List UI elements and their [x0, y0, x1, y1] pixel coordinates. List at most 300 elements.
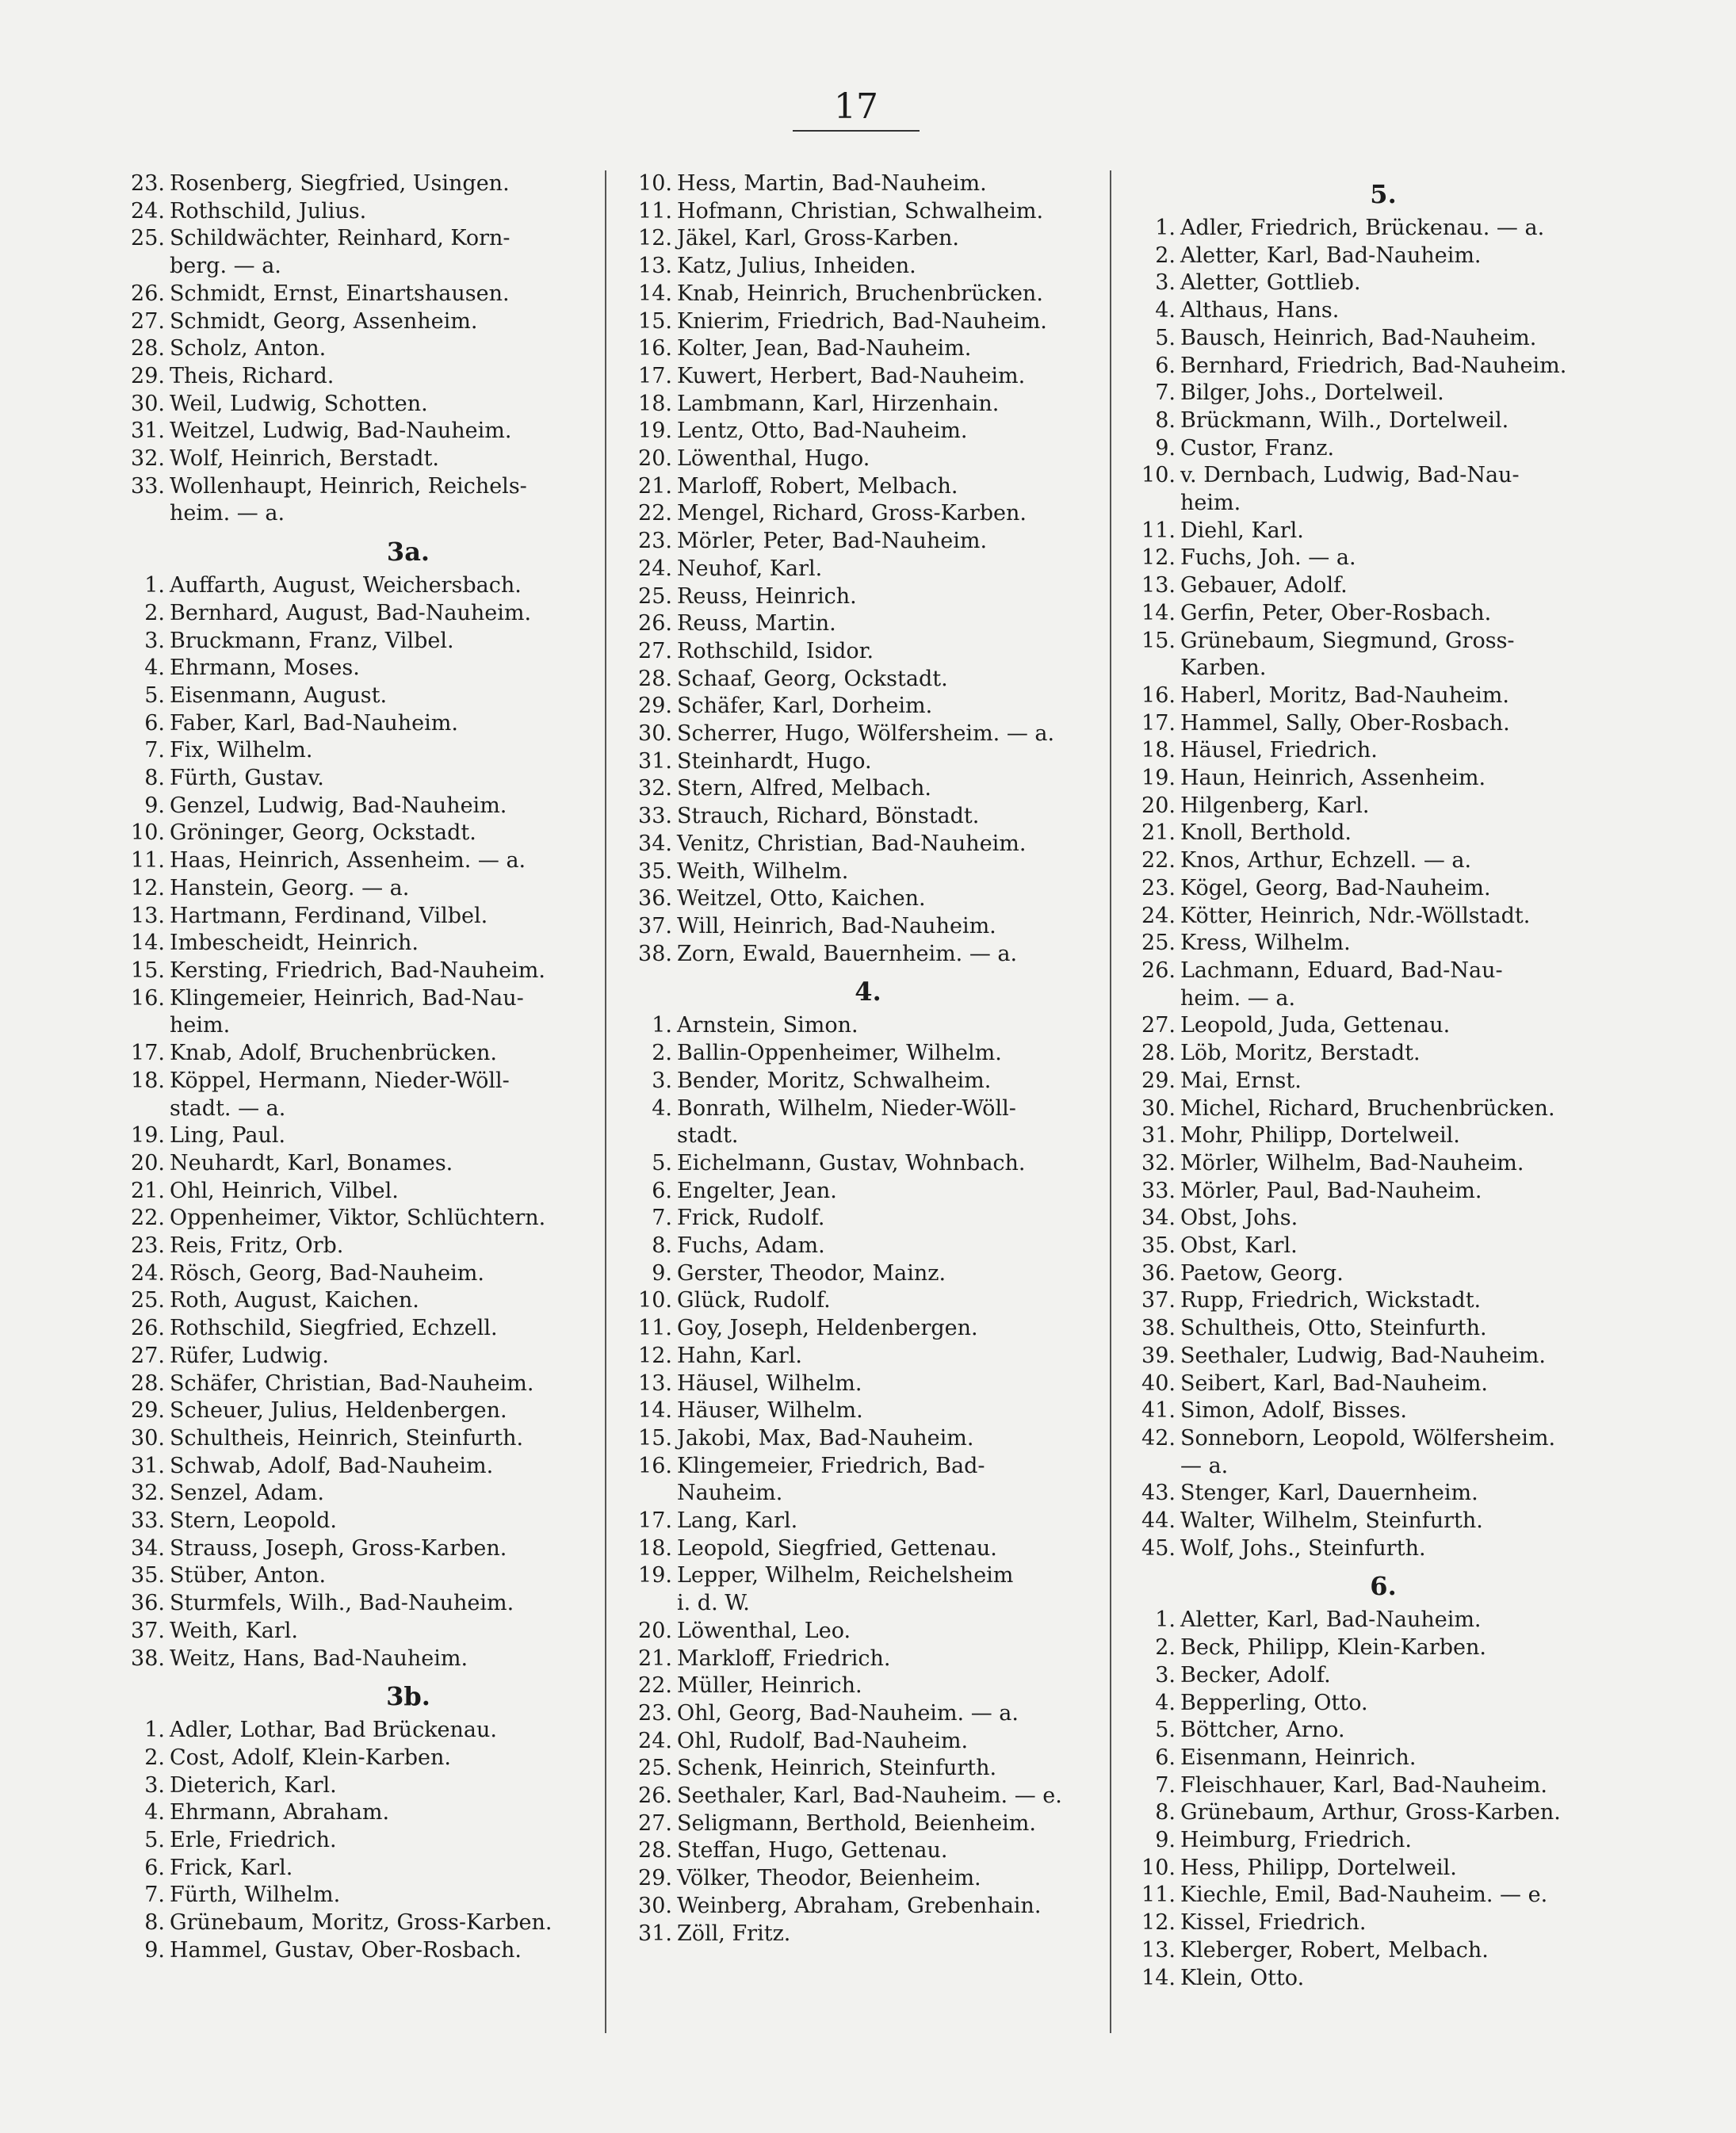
entry-number: 29.	[131, 1398, 165, 1424]
list-entry	[1130, 1909, 1605, 1937]
entry-text: Scheuer, Julius, Heldenbergen.	[170, 1398, 507, 1424]
entry-text: Arnstein, Simon.	[677, 1013, 858, 1038]
entry-number: 11.	[1141, 1883, 1176, 1908]
list-entry	[1130, 1425, 1605, 1453]
list-entry	[119, 847, 595, 875]
entry-text: Reuss, Martin.	[677, 611, 836, 636]
entry-text: Hanstein, Georg. — a.	[170, 875, 410, 900]
list-entry	[119, 1095, 595, 1123]
entry-number: 40.	[1141, 1370, 1176, 1396]
entry-number: 10.	[1141, 463, 1176, 488]
entry-number: 7.	[144, 1883, 165, 1908]
list-entry	[1130, 1068, 1605, 1095]
entry-text: Kuwert, Herbert, Bad-Nauheim.	[677, 363, 1026, 388]
entry-text: Scholz, Anton.	[170, 336, 327, 361]
list-entry	[1130, 215, 1605, 243]
entry-text: Löwenthal, Leo.	[677, 1618, 851, 1643]
entry-number: 21.	[1141, 820, 1176, 846]
entry-number: 4.	[144, 1800, 165, 1825]
entry-number: 35.	[1141, 1233, 1176, 1259]
entry-text: Eichelmann, Gustav, Wohnbach.	[677, 1150, 1026, 1175]
list-entry	[119, 572, 595, 600]
entry-number: 6.	[144, 710, 165, 736]
entry-number: 13.	[638, 254, 672, 279]
entry-number: 6.	[144, 1855, 165, 1880]
entry-number: 29.	[638, 694, 672, 719]
entry-number: 10.	[131, 820, 165, 846]
list-entry	[119, 1562, 595, 1590]
list-entry	[1130, 353, 1605, 380]
list-entry	[119, 1287, 595, 1315]
entry-text: Aletter, Gottlieb.	[1180, 270, 1361, 296]
list-entry	[119, 1315, 595, 1343]
entry-text: Haberl, Moritz, Bad-Nauheim.	[1180, 682, 1509, 708]
entry-text: Seibert, Karl, Bad-Nauheim.	[1180, 1370, 1488, 1396]
entry-number: 18.	[131, 1068, 165, 1093]
entry-number: 19.	[638, 1563, 672, 1588]
list-entry	[626, 473, 1094, 501]
entry-text: Bonrath, Wilhelm, Nieder-Wöll-	[677, 1095, 1016, 1121]
list-entry	[626, 225, 1094, 253]
entry-number: 2.	[652, 1041, 672, 1066]
list-entry	[1130, 1012, 1605, 1040]
list-entry	[1130, 1370, 1605, 1398]
list-entry	[119, 1855, 595, 1883]
entry-number: 27.	[131, 308, 165, 334]
entry-text: Fürth, Gustav.	[170, 766, 324, 791]
list-entry	[119, 1122, 595, 1150]
entry-text: Neuhof, Karl.	[677, 556, 823, 581]
entry-number: 6.	[1155, 353, 1176, 378]
list-entry	[626, 803, 1094, 831]
entry-text: Schenk, Heinrich, Steinfurth.	[677, 1756, 997, 1781]
entry-text: Kolter, Jean, Bad-Nauheim.	[677, 336, 972, 361]
entry-number: 33.	[131, 1508, 165, 1534]
entry-number: 20.	[638, 1618, 672, 1643]
list-entry	[1130, 462, 1605, 490]
entry-text: Neuhardt, Karl, Bonames.	[170, 1150, 453, 1175]
entry-text: Stern, Leopold.	[170, 1508, 337, 1534]
entry-number: 38.	[1141, 1316, 1176, 1341]
entry-number: 10.	[638, 1288, 672, 1313]
list-entry	[119, 1012, 595, 1040]
list-entry	[626, 666, 1094, 694]
list-entry	[119, 1453, 595, 1481]
list-entry	[1130, 1095, 1605, 1123]
entry-text: Erle, Friedrich.	[170, 1828, 337, 1853]
list-entry	[626, 1893, 1094, 1921]
entry-text: Gebauer, Adolf.	[1180, 573, 1348, 598]
entry-text: Schwab, Adolf, Bad-Nauheim.	[170, 1453, 494, 1478]
entry-number: 29.	[131, 363, 165, 388]
list-entry	[1130, 1397, 1605, 1425]
entry-text: stadt. — a.	[170, 1095, 286, 1121]
entry-text: Ohl, Heinrich, Vilbel.	[170, 1178, 399, 1203]
entry-text: Bilger, Johs., Dortelweil.	[1180, 380, 1444, 406]
entry-number: 39.	[1141, 1343, 1176, 1368]
entry-number: 34.	[638, 831, 672, 856]
entry-number: 28.	[638, 1838, 672, 1864]
entry-text: Fürth, Wilhelm.	[170, 1883, 341, 1908]
entry-text: Custor, Franz.	[1180, 435, 1335, 461]
entry-text: Wollenhaupt, Heinrich, Reichels-	[170, 473, 527, 499]
list-entry	[626, 1397, 1094, 1425]
list-entry	[626, 610, 1094, 638]
list-entry	[626, 445, 1094, 473]
list-entry	[119, 308, 595, 336]
list-entry	[626, 1810, 1094, 1838]
list-entry	[1130, 930, 1605, 958]
entry-text: Senzel, Adam.	[170, 1481, 324, 1506]
entry-number: 36.	[1141, 1260, 1176, 1286]
list-entry	[1130, 1965, 1605, 1993]
entry-number: 28.	[1141, 1041, 1176, 1066]
entry-number: 30.	[1141, 1095, 1176, 1121]
list-entry	[119, 1745, 595, 1772]
entry-number: 26.	[638, 611, 672, 636]
list-entry	[626, 281, 1094, 308]
entry-text: Grünebaum, Arthur, Gross-Karben.	[1180, 1800, 1561, 1825]
entry-text: Kissel, Friedrich.	[1180, 1910, 1367, 1936]
entry-number: 12.	[638, 226, 672, 251]
entry-text: Eisenmann, August.	[170, 682, 388, 708]
entry-text: Engelter, Jean.	[677, 1178, 837, 1203]
entry-text: Zöll, Fritz.	[677, 1921, 791, 1946]
entry-number: 14.	[638, 281, 672, 306]
entry-number: 12.	[131, 875, 165, 900]
section-heading: 5.	[1370, 179, 1397, 209]
entry-number: 8.	[144, 1910, 165, 1936]
list-entry	[1130, 297, 1605, 325]
entry-text: Haun, Heinrich, Assenheim.	[1180, 766, 1486, 791]
list-entry	[119, 363, 595, 391]
entry-text: Völker, Theodor, Beienheim.	[677, 1866, 981, 1891]
entry-text: Rüfer, Ludwig.	[170, 1343, 330, 1368]
entry-number: 30.	[638, 1893, 672, 1918]
entry-number: 22.	[638, 1673, 672, 1699]
entry-number: 15.	[1141, 628, 1176, 653]
entry-number: 7.	[652, 1206, 672, 1231]
entry-number: 25.	[638, 1756, 672, 1781]
list-entry	[1130, 1205, 1605, 1233]
entry-text: Gröninger, Georg, Ockstadt.	[170, 820, 476, 846]
entry-number: 22.	[638, 501, 672, 526]
entry-text: Müller, Heinrich.	[677, 1673, 862, 1699]
entry-text: Beck, Philipp, Klein-Karben.	[1180, 1635, 1487, 1661]
entry-number: 6.	[1155, 1745, 1176, 1770]
entry-number: 12.	[638, 1343, 672, 1368]
list-entry	[626, 1783, 1094, 1810]
entry-number: 41.	[1141, 1398, 1176, 1424]
list-entry	[119, 1425, 595, 1453]
entry-number: 26.	[638, 1783, 672, 1809]
list-entry	[1130, 1453, 1605, 1481]
entry-number: 20.	[131, 1150, 165, 1175]
entry-text: Oppenheimer, Viktor, Schlüchtern.	[170, 1206, 546, 1231]
entry-text: Kersting, Friedrich, Bad-Nauheim.	[170, 958, 545, 983]
list-entry	[1130, 490, 1605, 518]
list-entry	[1130, 1315, 1605, 1343]
entry-number: 45.	[1141, 1535, 1176, 1561]
list-entry	[1130, 1122, 1605, 1150]
list-entry	[119, 1772, 595, 1800]
list-entry	[626, 1343, 1094, 1370]
entry-number: 9.	[144, 793, 165, 818]
entry-text: Häuser, Wilhelm.	[677, 1398, 863, 1424]
entry-text: Cost, Adolf, Klein-Karben.	[170, 1745, 451, 1770]
list-entry	[1130, 628, 1605, 656]
list-entry	[119, 391, 595, 419]
entry-number: 16.	[1141, 682, 1176, 708]
list-entry	[1130, 380, 1605, 407]
list-entry	[119, 820, 595, 847]
list-entry	[626, 721, 1094, 748]
entry-number: 25.	[1141, 931, 1176, 956]
list-entry	[626, 1068, 1094, 1095]
entry-number: 24.	[638, 556, 672, 581]
list-entry	[626, 1178, 1094, 1206]
entry-number: 24.	[638, 1728, 672, 1753]
list-entry	[119, 1178, 595, 1206]
entry-number: 22.	[131, 1206, 165, 1231]
entry-text: Faber, Karl, Bad-Nauheim.	[170, 710, 458, 736]
entry-text: Weitzel, Otto, Kaichen.	[677, 886, 926, 912]
entry-text: Zorn, Ewald, Bauernheim. — a.	[677, 941, 1018, 966]
entry-text: Schaaf, Georg, Ockstadt.	[677, 666, 948, 691]
entry-number: 5.	[144, 1828, 165, 1853]
entry-text: Rupp, Friedrich, Wickstadt.	[1180, 1288, 1482, 1313]
list-entry	[1130, 1233, 1605, 1260]
entry-text: Adler, Friedrich, Brückenau. — a.	[1180, 216, 1545, 240]
entry-text: Bernhard, Friedrich, Bad-Nauheim.	[1180, 353, 1567, 378]
list-entry	[119, 1909, 595, 1937]
entry-number: 13.	[1141, 573, 1176, 598]
list-entry	[119, 682, 595, 710]
list-entry	[626, 1535, 1094, 1563]
entry-text: stadt.	[677, 1123, 739, 1149]
entry-text: Kögel, Georg, Bad-Nauheim.	[1180, 875, 1491, 900]
entry-number: 19.	[131, 1123, 165, 1149]
entry-number: 37.	[1141, 1288, 1176, 1313]
list-entry	[626, 1646, 1094, 1673]
entry-text: heim.	[170, 1013, 231, 1038]
entry-text: Schmidt, Ernst, Einartshausen.	[170, 281, 510, 306]
list-entry	[1130, 1508, 1605, 1535]
entry-text: Venitz, Christian, Bad-Nauheim.	[677, 831, 1027, 856]
entry-number: 28.	[131, 1370, 165, 1396]
entry-number: 13.	[131, 903, 165, 928]
list-entry	[119, 281, 595, 308]
list-entry	[626, 1370, 1094, 1398]
entry-text: Aletter, Karl, Bad-Nauheim.	[1180, 1607, 1482, 1633]
entry-text: Haas, Heinrich, Assenheim. — a.	[170, 848, 526, 873]
list-entry	[1130, 572, 1605, 600]
entry-number: 1.	[1155, 1607, 1176, 1633]
entry-text: Löb, Moritz, Berstadt.	[1180, 1041, 1421, 1066]
list-entry	[626, 391, 1094, 419]
entry-text: Simon, Adolf, Bisses.	[1180, 1398, 1408, 1424]
entry-text: Becker, Adolf.	[1180, 1662, 1331, 1688]
entry-text: Leopold, Juda, Gettenau.	[1180, 1013, 1451, 1038]
entry-number: 30.	[638, 721, 672, 747]
entry-number: 21.	[638, 1646, 672, 1671]
entry-text: Reis, Fritz, Orb.	[170, 1233, 344, 1259]
entry-number: 5.	[144, 682, 165, 708]
list-entry	[1130, 1040, 1605, 1068]
entry-text: Auffarth, August, Weichersbach.	[170, 573, 522, 598]
entry-text: Fuchs, Joh. — a.	[1180, 545, 1356, 571]
list-entry	[119, 1397, 595, 1425]
entry-text: Dieterich, Karl.	[170, 1772, 337, 1798]
entry-text: Knos, Arthur, Echzell. — a.	[1180, 848, 1472, 873]
list-entry	[119, 198, 595, 226]
entry-text: Schmidt, Georg, Assenheim.	[170, 308, 478, 334]
entry-number: 1.	[1155, 216, 1176, 240]
entry-text: Paetow, Georg.	[1180, 1260, 1344, 1286]
entry-number: 9.	[1155, 1828, 1176, 1853]
entry-number: 11.	[131, 848, 165, 873]
list-entry	[119, 1233, 595, 1260]
entry-number: 2.	[1155, 243, 1176, 268]
entry-number: 2.	[144, 600, 165, 625]
list-entry	[626, 308, 1094, 336]
entry-text: berg. — a.	[170, 254, 281, 279]
entry-number: 5.	[652, 1150, 672, 1175]
entry-number: 24.	[1141, 903, 1176, 928]
list-entry	[626, 1122, 1094, 1150]
entry-number: 33.	[638, 804, 672, 829]
list-entry	[1130, 1937, 1605, 1965]
entry-text: v. Dernbach, Ludwig, Bad-Nau-	[1180, 463, 1520, 488]
entry-number: 5.	[1155, 1718, 1176, 1743]
entry-text: Michel, Richard, Bruchenbrücken.	[1180, 1095, 1555, 1121]
entry-text: Löwenthal, Hugo.	[677, 446, 870, 472]
list-entry	[626, 335, 1094, 363]
entry-text: Ehrmann, Abraham.	[170, 1800, 390, 1825]
list-entry	[1130, 710, 1605, 738]
list-entry	[626, 198, 1094, 226]
entry-text: Mörler, Paul, Bad-Nauheim.	[1180, 1178, 1482, 1203]
list-entry	[626, 1672, 1094, 1700]
entry-number: 17.	[638, 1508, 672, 1534]
entry-text: Rothschild, Julius.	[170, 198, 367, 224]
list-entry	[1130, 1882, 1605, 1909]
entry-number: 12.	[1141, 545, 1176, 571]
entry-number: 23.	[1141, 875, 1176, 900]
entry-number: 32.	[131, 446, 165, 472]
list-entry	[119, 473, 595, 501]
list-entry	[626, 831, 1094, 858]
column-divider	[605, 170, 606, 2033]
entry-number: 8.	[144, 766, 165, 791]
entry-number: 29.	[638, 1866, 672, 1891]
entry-text: Seethaler, Ludwig, Bad-Nauheim.	[1180, 1343, 1546, 1368]
entry-text: Katz, Julius, Inheiden.	[677, 254, 916, 279]
list-entry	[119, 1535, 595, 1563]
entry-text: Schäfer, Christian, Bad-Nauheim.	[170, 1370, 534, 1396]
list-entry	[626, 500, 1094, 528]
list-entry	[1130, 1799, 1605, 1827]
list-entry	[119, 737, 595, 765]
entry-text: Seethaler, Karl, Bad-Nauheim. — e.	[677, 1783, 1062, 1809]
entry-text: Gerster, Theodor, Mainz.	[677, 1260, 946, 1286]
list-entry	[119, 793, 595, 820]
entry-number: 11.	[638, 1316, 672, 1341]
entry-number: 1.	[144, 1718, 165, 1743]
page-number: 17	[834, 86, 878, 127]
list-entry	[626, 1700, 1094, 1728]
entry-text: Kleberger, Robert, Melbach.	[1180, 1937, 1489, 1963]
list-entry	[119, 1343, 595, 1370]
list-entry	[1130, 820, 1605, 847]
entry-number: 14.	[638, 1398, 672, 1424]
list-entry	[626, 1260, 1094, 1288]
entry-text: Fuchs, Adam.	[677, 1233, 825, 1259]
list-entry	[626, 363, 1094, 391]
entry-number: 20.	[1141, 793, 1176, 818]
entry-text: Adler, Lothar, Bad Brückenau.	[170, 1718, 497, 1743]
entry-text: Nauheim.	[677, 1481, 783, 1506]
list-entry	[626, 638, 1094, 666]
list-entry	[1130, 847, 1605, 875]
entry-number: 17.	[131, 1041, 165, 1066]
list-entry	[626, 775, 1094, 803]
list-entry	[1130, 1855, 1605, 1883]
list-entry	[1130, 655, 1605, 682]
entry-number: 18.	[638, 391, 672, 416]
list-entry	[626, 170, 1094, 198]
entry-text: Althaus, Hans.	[1180, 298, 1340, 323]
page-number-underline	[793, 130, 920, 132]
entry-number: 4.	[1155, 298, 1176, 323]
list-entry	[1130, 269, 1605, 297]
list-entry	[119, 628, 595, 656]
entry-text: Böttcher, Arno.	[1180, 1718, 1345, 1743]
entry-text: Gerfin, Peter, Ober-Rosbach.	[1180, 600, 1492, 625]
entry-text: Genzel, Ludwig, Bad-Nauheim.	[170, 793, 507, 818]
section-heading: 3a.	[386, 537, 430, 568]
list-entry	[119, 765, 595, 793]
entry-number: 33.	[1141, 1178, 1176, 1203]
list-entry	[119, 445, 595, 473]
entry-text: heim. — a.	[170, 501, 285, 526]
entry-text: heim.	[1180, 491, 1241, 516]
entry-text: Wolf, Johs., Steinfurth.	[1180, 1535, 1426, 1561]
list-entry	[119, 1717, 595, 1745]
list-entry	[1130, 737, 1605, 765]
entry-text: Marloff, Robert, Melbach.	[677, 473, 958, 499]
entry-number: 38.	[131, 1646, 165, 1671]
list-entry	[626, 885, 1094, 913]
list-entry	[1130, 1260, 1605, 1288]
entry-number: 2.	[144, 1745, 165, 1770]
list-entry	[626, 1755, 1094, 1783]
list-entry	[1130, 1745, 1605, 1772]
list-entry	[119, 1937, 595, 1965]
list-entry	[1130, 1717, 1605, 1745]
entry-number: 9.	[652, 1260, 672, 1286]
list-entry	[626, 1205, 1094, 1233]
list-entry	[626, 1562, 1094, 1590]
entry-text: Sturmfels, Wilh., Bad-Nauheim.	[170, 1591, 514, 1616]
entry-number: 10.	[1141, 1855, 1176, 1880]
entry-number: 32.	[1141, 1150, 1176, 1175]
entry-text: Mörler, Peter, Bad-Nauheim.	[677, 529, 988, 554]
entry-number: 20.	[638, 446, 672, 472]
entry-number: 17.	[1141, 710, 1176, 736]
entry-number: 3.	[144, 1772, 165, 1798]
list-entry	[119, 1205, 595, 1233]
